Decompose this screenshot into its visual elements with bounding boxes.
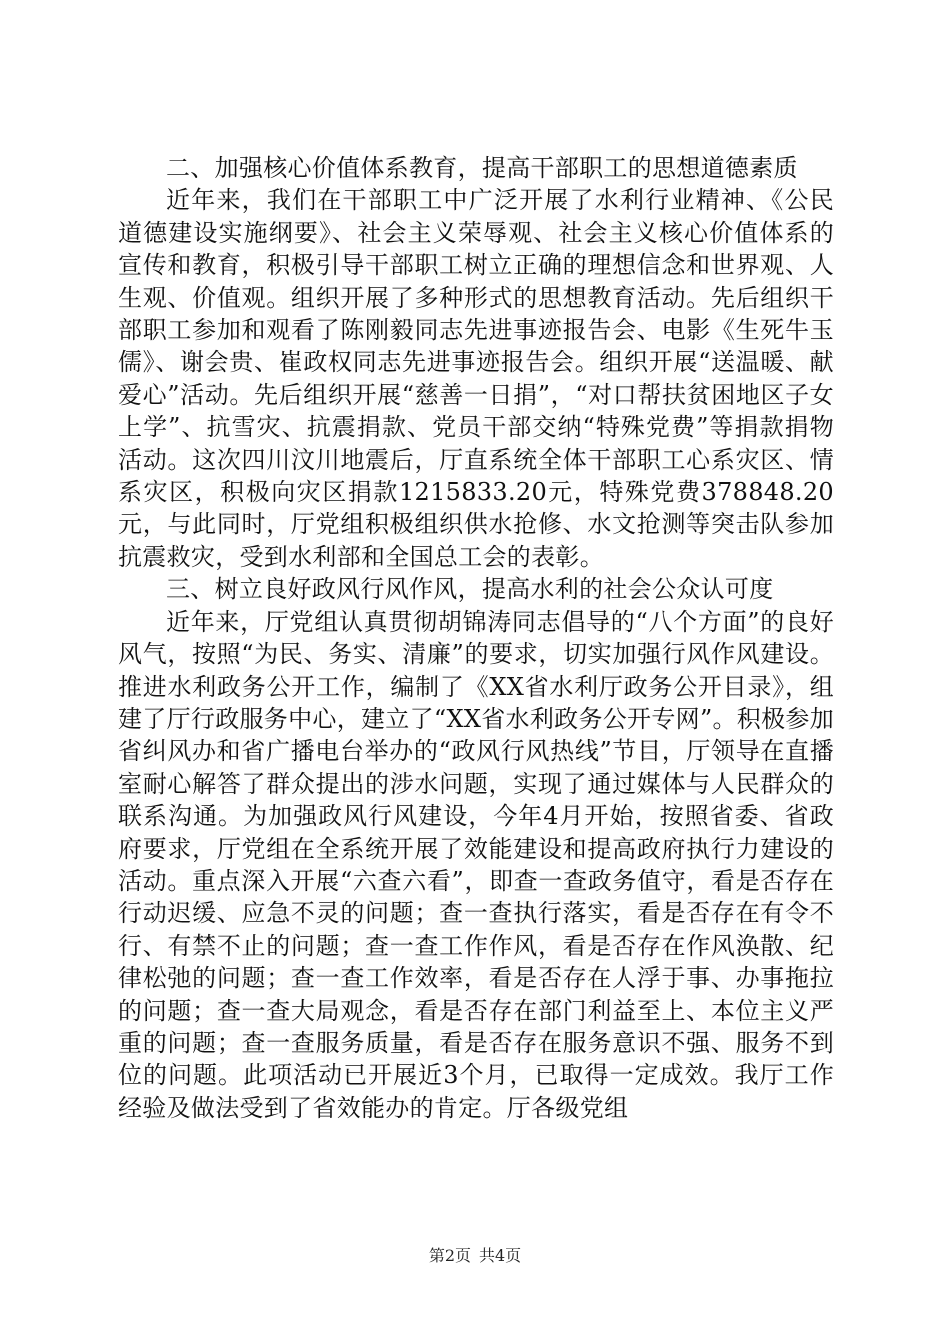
body-paragraph: 近年来，厅党组认真贯彻胡锦涛同志倡导的“八个方面”的良好风气，按照“为民、务实、清廉”的要求，切实加强行风作风建设。推进水利政务公开工作，编制了《XX省水利厅政务公开目录》，组建了厅行政服务中心，建立了“XX省水利政务公开专网”。积极参加省纠风办和省广播电台举办的“政风行风热线”节目，厅领导在直播室耐心解答了群众提出的涉水问题，实现了通过媒体与人民群众的联系沟通。为加强政风行风建设，今年4月开始，按照省委、省政府要求，厅党组在全系统开展了效能建设和提高政府执行力建设的活动。重点深入开展“六查六看”，即查一查政务值守，看是否存在行动迟缓、应急不灵的问题；查一查执行落实，看是否存在有令不行、有禁不止的问题；查一查工作作风，看是否存在作风涣散、纪律松弛的问题；查一查工作效率，看是否存在人浮于事、办事拖拉的问题；查一查大局观念，看是否存在部门利益至上、本位主义严重的问题；查一查服务质量，看是否存在服务意识不强、服务不到位的问题。此项活动已开展近3个月，已取得一定成效。我厅工作经验及做法受到了省效能办的肯定。厅各级党组 bbox=[118, 607, 835, 1122]
page-footer bbox=[0, 1245, 950, 1267]
section-heading-3: 三、树立良好政风行风作风，提高水利的社会公众认可度 bbox=[166, 575, 774, 604]
body-paragraph: 近年来，我们在干部职工中广泛开展了水利行业精神、《公民道德建设实施纲要》、社会主义荣辱观、社会主义核心价值体系的宣传和教育，积极引导干部职工树立正确的理想信念和世界观、人生观、价值观。组织开展了多种形式的思想教育活动。先后组织干部职工参加和观看了陈刚毅同志先进事迹报告会、电影《生死牛玉儒》、谢会贵、崔政权同志先进事迹报告会。组织开展“送温暖、献爱心”活动。先后组织开展“慈善一日捐”，“对口帮扶贫困地区子女上学”、抗雪灾、抗震捐款、党员干部交纳“特殊党费”等捐款捐物活动。这次四川汶川地震后，厅直系统全体干部职工心系灾区、情系灾区，积极向灾区捐款1215833.20元，特殊党费378848.20元，与此同时，厅党组积极组织供水抢修、水文抢测等突击队参加抗震救灾，受到水利部和全国总工会的表彰。 bbox=[118, 186, 834, 571]
document-body bbox=[118, 152, 834, 1124]
page-total: 共4页 bbox=[479, 1246, 522, 1265]
page-number: 第2页 bbox=[428, 1246, 471, 1265]
section-heading-2: 二、加强核心价值体系教育，提高干部职工的思想道德素质 bbox=[166, 154, 798, 182]
